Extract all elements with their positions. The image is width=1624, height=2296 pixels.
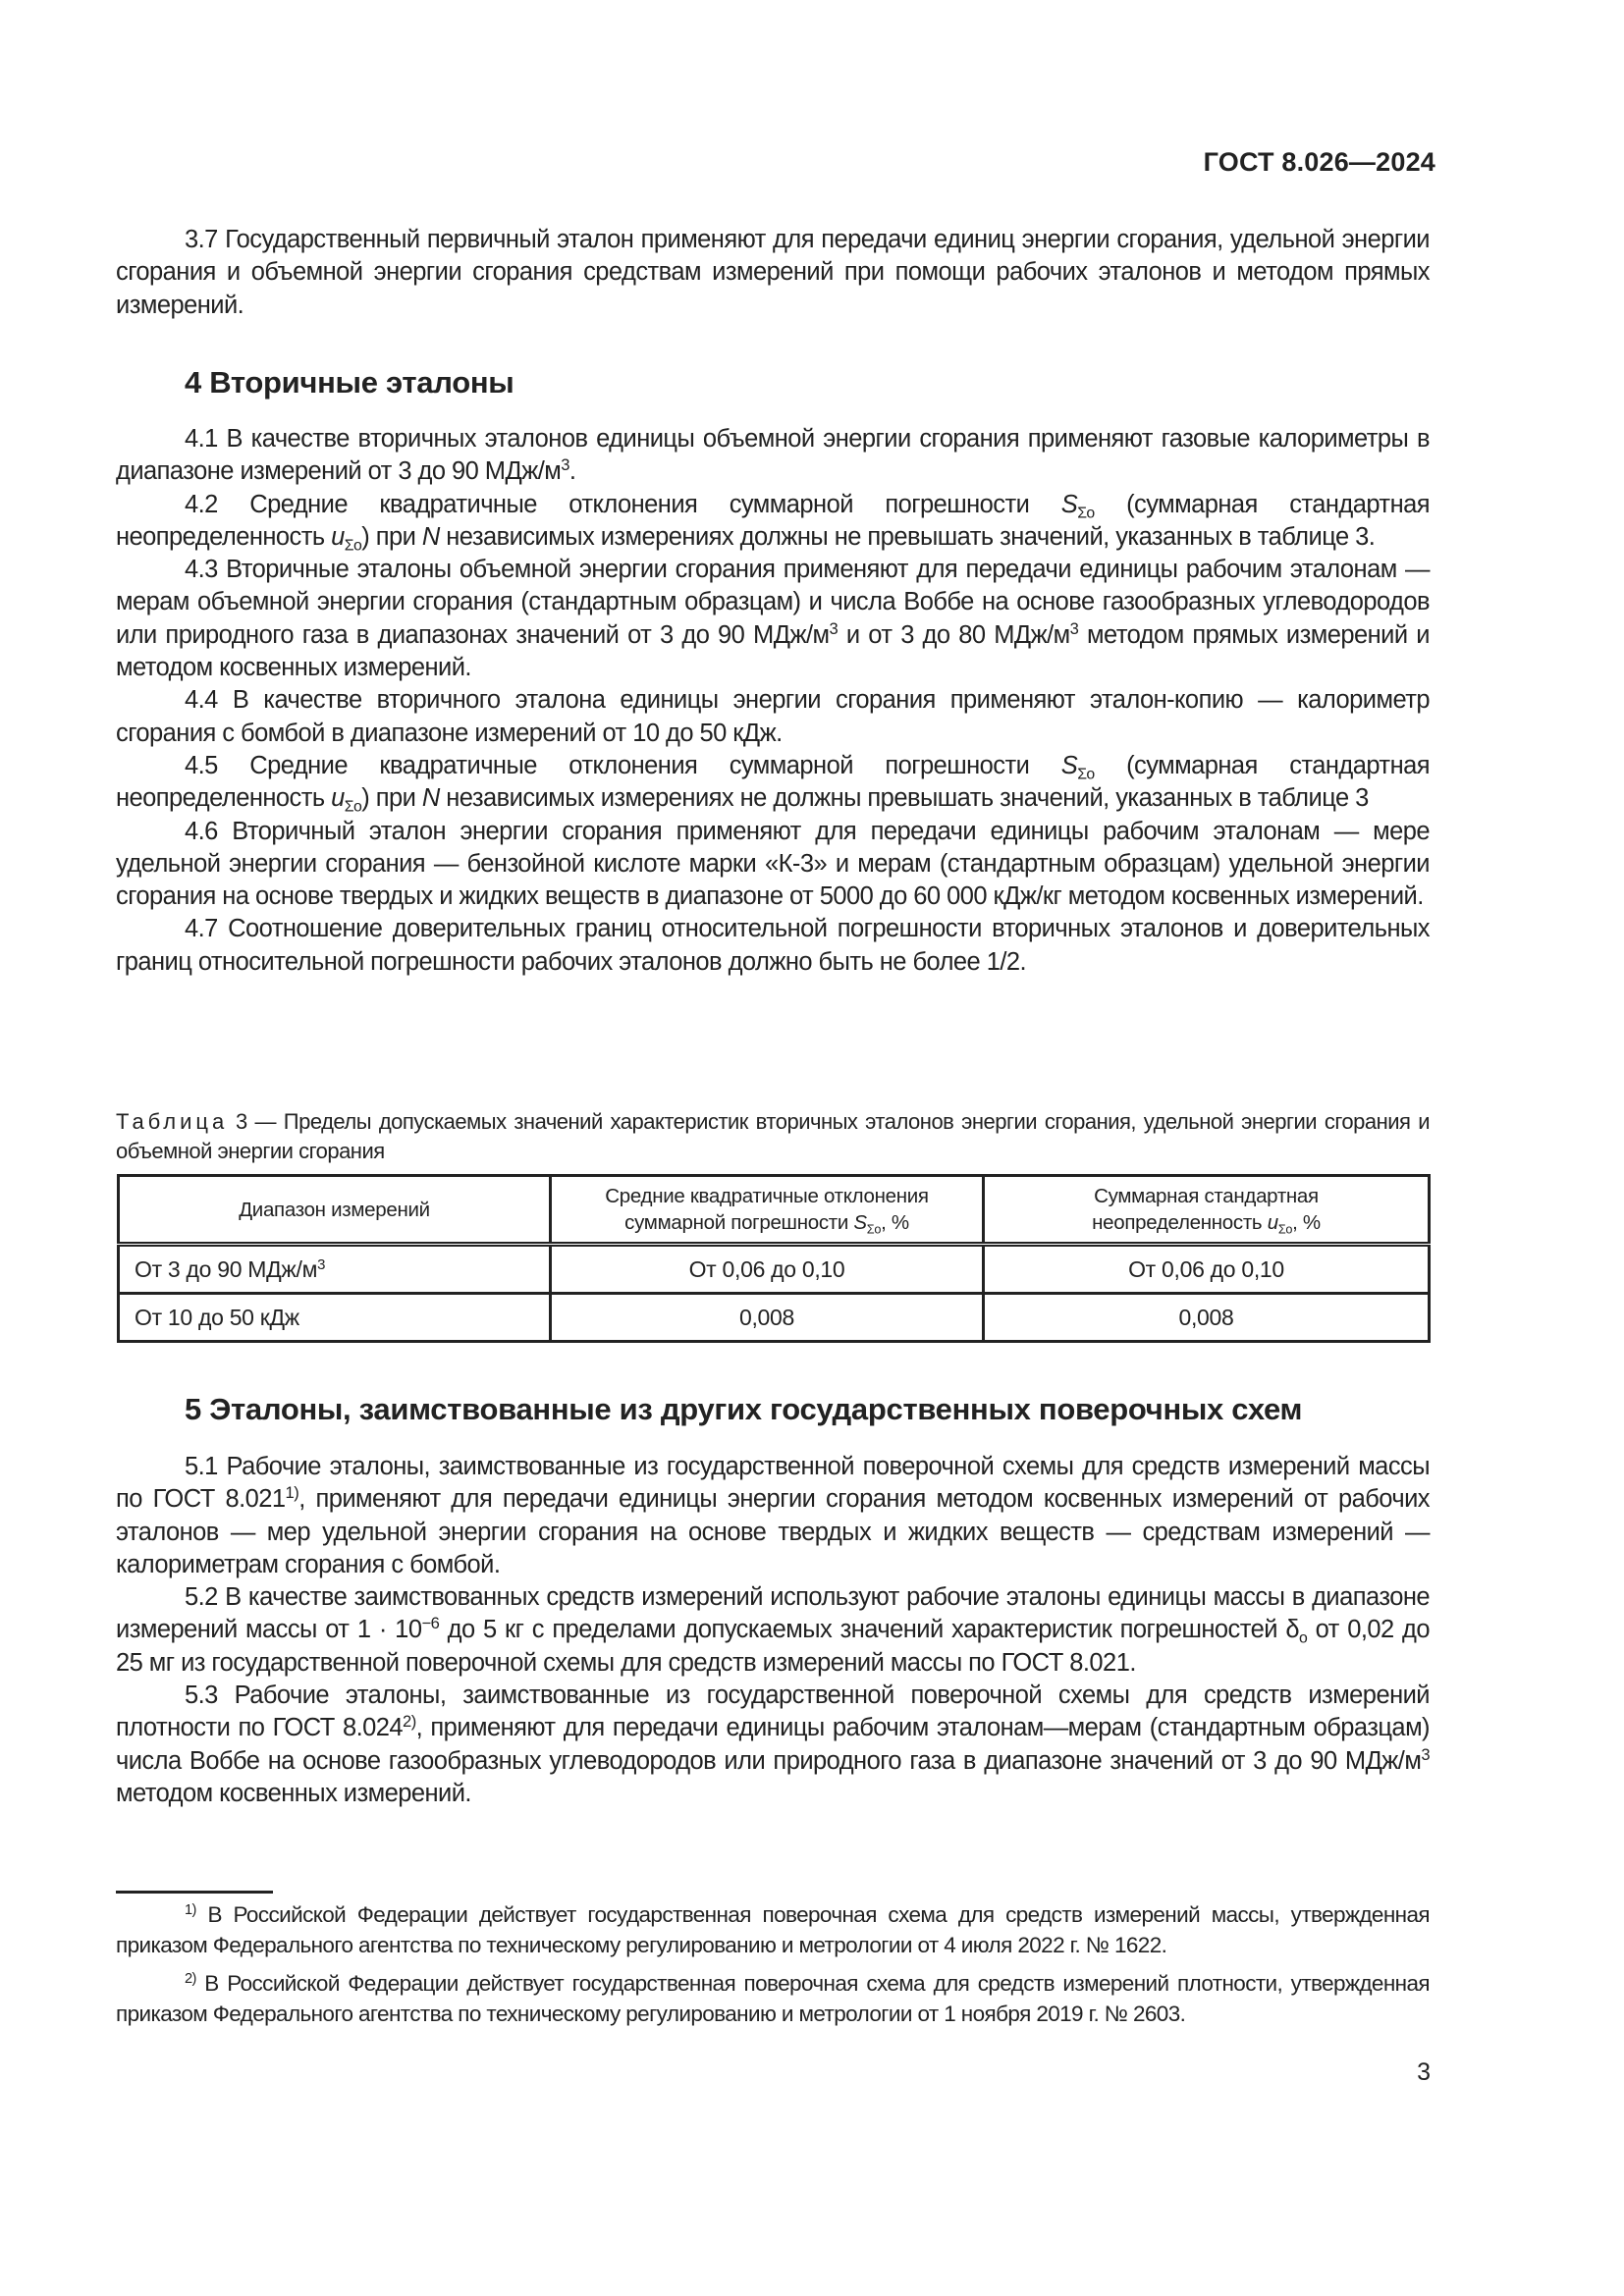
section-5-body [116,1451,1430,1810]
cell-std-dev: 0,008 [551,1294,984,1342]
footnote-1: $^{1)}$ В Российской Федерации действует государственная поверочная схема для средств измерений массы, утвержденная приказом Федерального агентства по техническому регулированию и метрологии от 4 июля 2022 г. № 1622. [116,1901,1430,1957]
section-4-body [116,423,1430,979]
page-number: 3 [1417,2058,1431,2086]
table-caption-text: 3 — Пределы допускаемых значений характеристик вторичных эталонов энергии сгорания, удельной энергии сгорания и объемной энергии сгорания [116,1109,1430,1163]
paragraph-4-4: 4.4 В качестве вторичного эталона единицы энергии сгорания применяют эталон-копию — калориметр сгорания с бомбой в диапазоне измерений от 10 до 50 кДж. [116,686,1430,747]
table-row [119,1245,1430,1294]
paragraph-5-2: 5.2 В качестве заимствованных средств измерений используют рабочие эталоны единицы массы в диапазоне измерений массы от $1 \cdot 10^{-6}$ до 5 кг с пределами допускаемых значений характеристик погрешностей $\delta_о$ от 0,02 до 25 мг из государственной поверочной схемы для средств измерений массы по ГОСТ 8.021. [116,1583,1431,1677]
paragraph-4-5: 4.5 Средние квадратичные отклонения суммарной погрешности $S_{\Sigma о}$ (суммарная стандартная неопределенность $u_{\Sigma о}$) при N независимых измерениях не должны превышать значений, указанных в таблице 3 [116,751,1430,816]
paragraph-4-1: 4.1 В качестве вторичных эталонов единицы объемной энергии сгорания применяют газовые калориметры в диапазоне измерений от 3 до 90 МДж/$м^3$. [116,425,1430,486]
document-code-header: ГОСТ 8.026—2024 [1203,147,1435,177]
section-5-heading: 5 Эталоны, заимствованные из других государственных поверочных схем [185,1392,1303,1426]
paragraph-4-3: 4.3 Вторичные эталоны объемной энергии сгорания применяют для передачи единицы рабочим эталонам — мерам объемной энергии сгорания (стандартным образцам) и числа Воббе на основе газообразных углеводородов или природного газа в диапазонах значений от 3 до 90 МДж/$м^3$ и от 3 до 80 МДж/$м^3$ методом прямых измерений и методом косвенных измерений. [116,556,1430,682]
footnotes [116,1899,1430,2037]
cell-std-dev: От 0,06 до 0,10 [551,1245,984,1294]
paragraph-5-3: 5.3 Рабочие эталоны, заимствованные из государственной поверочной схемы для средств измерений плотности по ГОСТ 8.024$^{2)}$, применяют для передачи единицы рабочим эталонам—мерам (стандартным образцам) числа Воббе на основе газообразных углеводородов или природного газа в диапазоне значений от 3 до 90 МДж/$м^3$ методом косвенных измерений. [116,1682,1430,1807]
cell-range: От 3 до 90 МДж/$м^3$ [119,1245,551,1294]
header-cell-uncertainty: Суммарная стандартная неопределенность $u_{\Sigma о}$, % [984,1176,1430,1245]
header-cell-range: Диапазон измерений [119,1176,551,1245]
table-3 [117,1174,1431,1343]
paragraph-4-2: 4.2 Средние квадратичные отклонения суммарной погрешности $S_{\Sigma о}$ (суммарная стандартная неопределенность $u_{\Sigma о}$) при N независимых измерениях должны не превышать значений, указанных в таблице 3. [116,490,1430,555]
section-4-heading: 4 Вторичные эталоны [185,365,514,400]
table-caption-label: Таблица [116,1109,229,1134]
footnote-2: $^{2)}$ В Российской Федерации действует государственная поверочная схема для средств измерений плотности, утвержденная приказом Федерального агентства по техническому регулированию и метрологии от 1 ноября 2019 г. № 2603. [116,1970,1430,2026]
table-3-caption [116,1107,1430,1166]
cell-uncertainty: От 0,06 до 0,10 [984,1245,1430,1294]
paragraph-4-6: 4.6 Вторичный эталон энергии сгорания применяют для передачи единицы рабочим эталонам — мере удельной энергии сгорания — бензойной кислоте марки «К-3» и мерам (стандартным образцам) удельной энергии сгорания на основе твердых и жидких веществ в диапазоне от 5000 до 60 000 кДж/кг методом косвенных измерений. [116,817,1430,911]
paragraph-4-7: 4.7 Соотношение доверительных границ относительной погрешности вторичных эталонов и доверительных границ относительной погрешности рабочих эталонов должно быть не более 1/2. [116,915,1430,976]
paragraph-3-7 [116,224,1430,322]
cell-range: От 10 до 50 кДж [119,1294,551,1342]
cell-uncertainty: 0,008 [984,1294,1430,1342]
paragraph-text: 3.7 Государственный первичный эталон применяют для передачи единиц энергии сгорания, удельной энергии сгорания и объемной энергии сгорания средствам измерений при помощи рабочих эталонов и методом прямых измерений. [116,226,1430,319]
header-cell-std-dev: Средние квадратичные отклонения суммарной погрешности $S_{\Sigma о}$, % [551,1176,984,1245]
table-header-row [119,1176,1430,1245]
paragraph-5-1: 5.1 Рабочие эталоны, заимствованные из государственной поверочной схемы для средств измерений массы по ГОСТ 8.021$^{1)}$, применяют для передачи единицы энергии сгорания методом косвенных измерений от рабочих эталонов — мер удельной энергии сгорания на основе твердых и жидких веществ — средствам измерений — калориметрам сгорания с бомбой. [116,1453,1430,1578]
table-row [119,1294,1430,1342]
footnote-divider [116,1891,273,1894]
